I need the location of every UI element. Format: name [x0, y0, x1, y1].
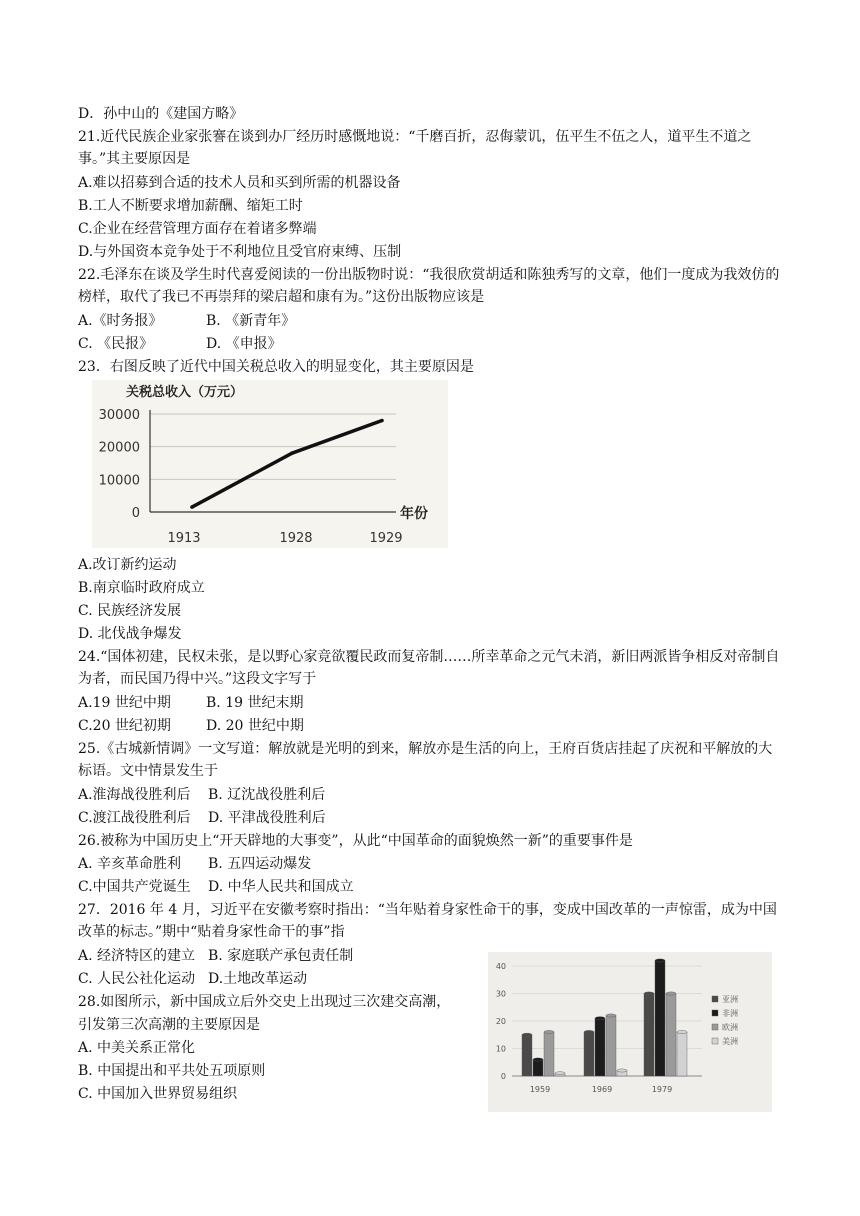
- bar-y-tick-label: 10: [495, 1044, 506, 1054]
- diplomacy-bar-chart: [488, 952, 772, 1112]
- q24-option-c: C.20 世纪初期: [78, 718, 171, 734]
- q28-stem-line1: 28.如图所示，新中国成立后外交史上出现过三次建交高潮，: [78, 994, 451, 1010]
- line-x-tick-label: 1929: [369, 531, 403, 546]
- q27-option-a: A. 经济特区的建立: [78, 948, 196, 964]
- q26-options-row2: [78, 876, 354, 898]
- q24-options-row1: [78, 692, 303, 714]
- q27-option-b: B. 家庭联产承包责任制: [208, 948, 354, 964]
- bar-legend-swatch: [712, 996, 718, 1002]
- q28-option-b: B. 中国提出和平共处五项原则: [78, 1063, 266, 1079]
- bar-mark: [606, 1016, 616, 1077]
- line-y-tick-label: 20000: [98, 440, 140, 456]
- q26-option-d: D. 中华人民共和国成立: [208, 879, 354, 895]
- bar-legend-label: 美洲: [722, 1037, 738, 1046]
- q27-option-d: D.土地改革运动: [208, 971, 308, 987]
- bar-mark: [677, 1032, 687, 1076]
- q20-option-d: D．孙中山的《建国方略》: [78, 106, 244, 122]
- line-y-tick-label: 10000: [98, 473, 140, 489]
- bar-mark: [533, 1060, 543, 1077]
- line-data-point: [290, 451, 294, 455]
- q21-stem: 21.近代民族企业家张謇在谈到办厂经历时感慨地说：“千磨百折，忍侮蒙讥，伍平生不伍之人，道平生不道之事。”其主要原因是: [78, 129, 752, 167]
- q22-options-row2: [78, 333, 282, 355]
- bar-legend-label: 亚洲: [722, 995, 738, 1004]
- bar-legend-swatch: [712, 1024, 718, 1030]
- bar-mark-top: [617, 1069, 627, 1072]
- bar-mark: [644, 994, 654, 1077]
- line-x-tick-label: 1928: [279, 531, 313, 546]
- line-y-tick-label: 30000: [98, 408, 140, 423]
- bar-mark: [584, 1032, 594, 1076]
- bar-mark-top: [606, 1014, 616, 1017]
- q21-option-c: C.企业在经营管理方面存在着诸多弊端: [78, 221, 317, 237]
- bar-legend-label: 欧洲: [722, 1023, 738, 1032]
- q28-option-c: C. 中国加入世界贸易组织: [78, 1086, 238, 1102]
- q24-options-row2: [78, 715, 304, 737]
- bar-mark-top: [666, 992, 676, 995]
- bar-mark: [544, 1032, 554, 1076]
- line-data-point: [380, 419, 384, 423]
- q24-option-a: A.19 世纪中期: [78, 695, 171, 711]
- line-y-tick-label: 0: [131, 506, 140, 521]
- q25-options-row2: [78, 807, 326, 829]
- bar-mark-top: [584, 1030, 594, 1033]
- q24-option-d: D. 20 世纪中期: [206, 718, 304, 734]
- q28-option-a: A. 中美关系正常化: [78, 1040, 196, 1056]
- bar-y-tick-label: 20: [495, 1017, 506, 1026]
- bar-y-tick-label: 0: [500, 1072, 506, 1081]
- bar-mark: [522, 1035, 532, 1076]
- tariff-line-chart: [92, 380, 448, 548]
- q23-option-a: A.改订新约运动: [78, 557, 177, 573]
- q27-options-row1: [78, 945, 353, 967]
- bar-x-tick-label: 1979: [651, 1085, 673, 1094]
- bar-mark-top: [595, 1017, 605, 1020]
- q26-stem: 26.被称为中国历史上“开天辟地的大事变”，从此“中国革命的面貌焕然一新”的重要事件是: [78, 833, 633, 849]
- line-chart-title: 关税总收入（万元）: [126, 385, 244, 400]
- q25-options-row1: [78, 784, 325, 806]
- q25-option-c: C.渡江战役胜利后: [78, 810, 191, 826]
- q23-option-d: D. 北伐战争爆发: [78, 626, 182, 642]
- bar-x-tick-label: 1959: [529, 1085, 551, 1094]
- bar-mark-top: [655, 959, 665, 962]
- bar-mark: [595, 1018, 605, 1076]
- bar-legend-label: 非洲: [722, 1009, 738, 1018]
- q26-option-a: A. 辛亥革命胜利: [78, 856, 182, 872]
- bar-mark-top: [677, 1030, 687, 1033]
- q22-option-b: B. 《新青年》: [206, 313, 296, 329]
- q22-option-d: D. 《申报》: [206, 336, 282, 352]
- line-chart-xlabel: 年份: [400, 506, 428, 522]
- q23-stem: 23．右图反映了近代中国关税总收入的明显变化，其主要原因是: [78, 359, 474, 375]
- line-x-tick-label: 1913: [167, 531, 201, 546]
- q21-option-a: A.难以招募到合适的技术人员和买到所需的机器设备: [78, 175, 401, 191]
- q26-option-c: C.中国共产党诞生: [78, 879, 191, 895]
- q27-options-row2: [78, 968, 307, 990]
- bar-mark: [666, 994, 676, 1077]
- q28-stem-line2: 引发第三次高潮的主要原因是: [78, 1017, 260, 1033]
- q23-option-b: B.南京临时政府成立: [78, 580, 205, 596]
- tariff-line-chart-svg: [92, 380, 448, 548]
- q21-option-b: B.工人不断要求增加薪酬、缩矩工时: [78, 198, 303, 214]
- q27-stem: 27．2016 年 4 月，习近平在安徽考察时指出：“当年贴着身家性命干的事，变成中国改革的一声惊雷，成为中国改革的标志。”期中“贴着身家性命干的事”指: [78, 902, 777, 940]
- bar-mark-top: [544, 1030, 554, 1033]
- bar-mark: [655, 961, 665, 1077]
- diplomacy-bar-chart-svg: [488, 952, 772, 1112]
- q22-stem: 22.毛泽东在谈及学生时代喜爱阅读的一份出版物时说：“我很欣赏胡适和陈独秀写的文章，他们一度成为我效仿的榜样，取代了我已不再崇拜的梁启超和康有为。”这份出版物应该是: [78, 267, 780, 305]
- q24-option-b: B. 19 世纪末期: [206, 695, 304, 711]
- q25-option-d: D. 平津战役胜利后: [208, 810, 326, 826]
- bar-legend-swatch: [712, 1038, 718, 1044]
- q22-options-row1: [78, 310, 295, 332]
- bar-mark-top: [555, 1072, 565, 1075]
- q23-option-c: C. 民族经济发展: [78, 603, 182, 619]
- line-series: [192, 421, 382, 508]
- bar-legend-swatch: [712, 1010, 718, 1016]
- q26-options-row1: [78, 853, 311, 875]
- q22-option-c: C. 《民报》: [78, 336, 154, 352]
- bar-mark-top: [522, 1033, 532, 1036]
- q26-option-b: B. 五四运动爆发: [208, 856, 312, 872]
- q25-option-a: A.淮海战役胜利后: [78, 787, 191, 803]
- bar-x-tick-label: 1969: [591, 1085, 613, 1094]
- q22-option-a: A.《时务报》: [78, 313, 163, 329]
- bar-y-tick-label: 40: [495, 962, 506, 971]
- q24-stem: 24.“国体初建，民权未张，是以野心家竞欲覆民政而复帝制……所幸革命之元气未消，新旧两派皆争相反对帝制自为者，而民国乃得中兴。”这段文字写于: [78, 649, 780, 687]
- line-data-point: [190, 505, 194, 509]
- bar-y-tick-label: 30: [495, 989, 506, 999]
- q25-option-b: B. 辽沈战役胜利后: [208, 787, 326, 803]
- q25-stem: 25.《古城新情调》一文写道：解放就是光明的到来，解放亦是生活的向上，王府百货店挂起了庆祝和平解放的大标语。文中情景发生于: [78, 741, 773, 779]
- q21-option-d: D.与外国资本竞争处于不利地位且受官府束缚、压制: [78, 244, 402, 260]
- bar-mark-top: [533, 1058, 543, 1061]
- q27-option-c: C. 人民公社化运动: [78, 971, 196, 987]
- bar-mark-top: [644, 992, 654, 995]
